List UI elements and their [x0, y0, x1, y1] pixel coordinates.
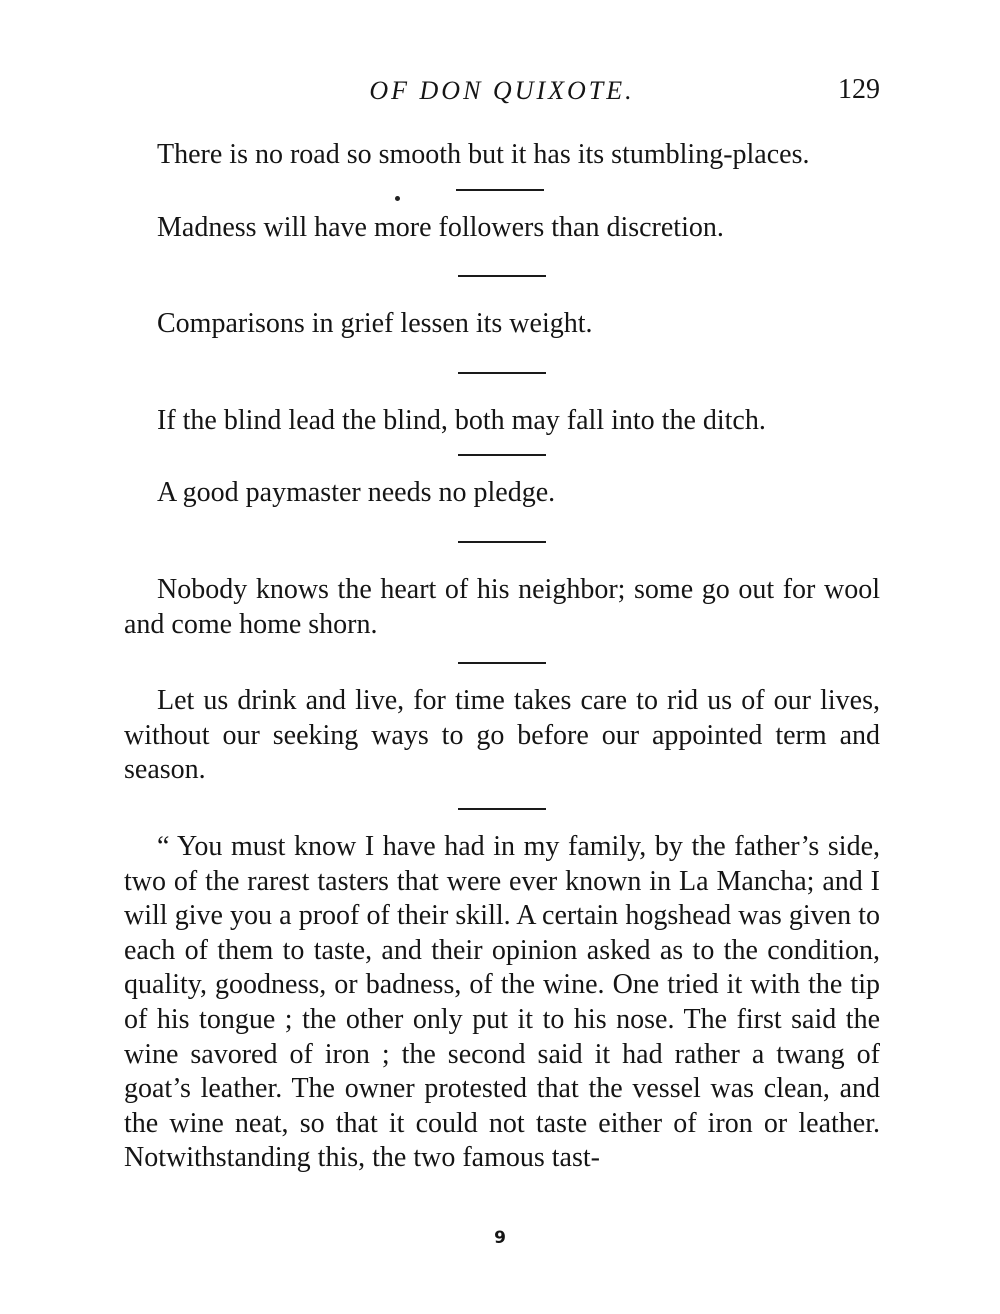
separator-rule [458, 275, 546, 277]
separator-rule [456, 189, 544, 191]
proverb-paragraph: Let us drink and live, for time takes care to rid us of our lives, without our seeking ways to go before our appointed term and season. [124, 685, 880, 786]
page-number: 129 [838, 74, 880, 105]
page-body [124, 138, 880, 1176]
proverb-paragraph: There is no road so smooth but it has its stumbling-places. [157, 139, 810, 170]
ink-speck [395, 196, 400, 201]
proverb-paragraph: A good paymaster needs no pledge. [157, 477, 556, 509]
proverb-paragraph: If the blind lead the blind, both may fall into the ditch. [157, 404, 766, 436]
separator-rule [458, 372, 546, 374]
proverb-paragraph: Comparisons in grief lessen its weight. [157, 308, 593, 340]
separator-rule [458, 454, 546, 456]
proverb-paragraph: Nobody knows the heart of his neighbor; some go out for wool and come home shorn. [124, 573, 880, 640]
signature-mark: 9 [494, 1228, 506, 1248]
anecdote-paragraph: “ You must know I have had in my family, by the father’s side, two of the rarest tasters that were ever known in La Mancha; and I will give you a proof of their skill. A certain hogshead was given to each of them to taste, and their opinion asked as to the condition, quality, goodness, or badness, of the wine. One tried it with the tip of his tongue ; the other only put it to his nose. The first said the wine savored of iron ; the second said it had rather a twang of goat’s leather. The owner protested that the vessel was clean, and the wine neat, so that it could not taste either of iron or leather. Notwithstanding this, the two famous tast- [124, 830, 880, 1174]
separator-rule [458, 808, 546, 810]
running-title: OF DON QUIXOTE. [369, 76, 635, 105]
separator-rule [458, 662, 546, 664]
separator-rule [458, 541, 546, 543]
running-head [124, 72, 880, 112]
proverb-paragraph: Madness will have more followers than discretion. [157, 211, 724, 243]
